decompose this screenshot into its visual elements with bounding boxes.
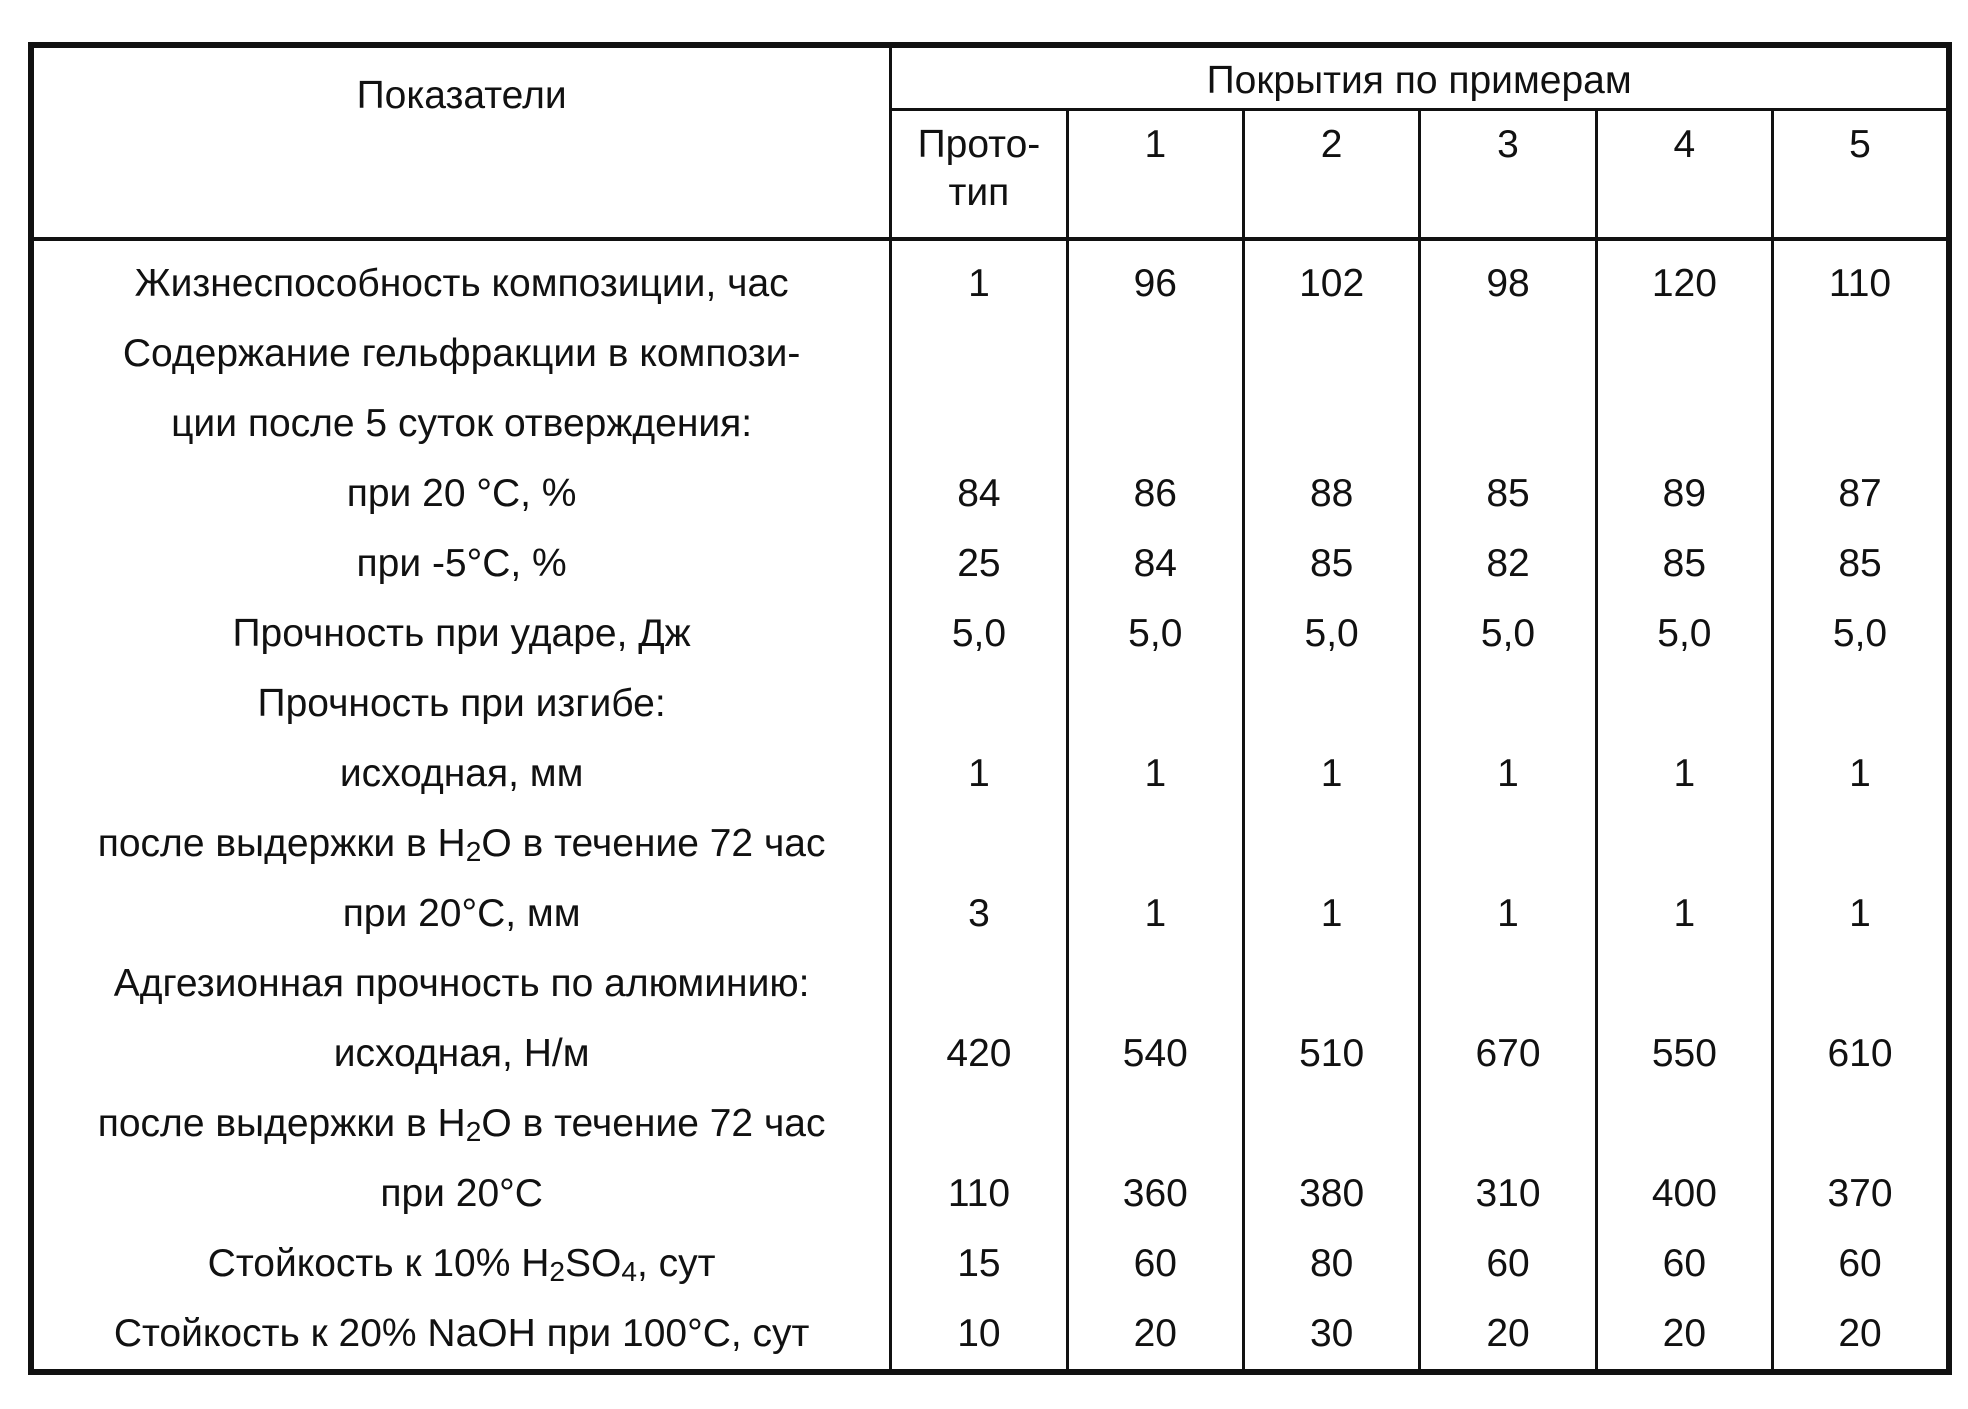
value-cell: 20 xyxy=(1838,1312,1882,1355)
value-cell: 1 xyxy=(1144,752,1167,795)
value-cell xyxy=(1421,389,1594,459)
values-column-prototype xyxy=(891,239,1067,1372)
header-prototype-line-1: Прото- xyxy=(917,123,1041,166)
value-cell: 370 xyxy=(1827,1172,1893,1215)
value-cell: 1 xyxy=(1497,752,1519,795)
value-cell: 1 xyxy=(1497,892,1519,935)
header-col-example-1: 1 xyxy=(1067,110,1243,240)
value-cell: 5,0 xyxy=(1832,612,1888,655)
value-cell xyxy=(1421,949,1594,1019)
values-column-example-2 xyxy=(1243,239,1419,1372)
value-cell xyxy=(1069,1089,1242,1159)
value-cell: 3 xyxy=(968,892,990,935)
value-cell: 20 xyxy=(1662,1312,1707,1355)
value-cell: 82 xyxy=(1486,542,1530,585)
value-cell: 5,0 xyxy=(1657,612,1712,655)
value-cell: 400 xyxy=(1651,1172,1717,1215)
value-cell: 20 xyxy=(1133,1312,1177,1355)
value-cell xyxy=(1774,809,1946,879)
label-bending-strength: Прочность при изгибе: xyxy=(257,682,666,725)
value-cell xyxy=(1774,319,1946,389)
label-pot-life: Жизнеспособность композиции, час xyxy=(134,262,789,305)
header-prototype-line-2: тип xyxy=(948,170,1010,214)
value-cell: 670 xyxy=(1475,1032,1541,1075)
value-cell: 5,0 xyxy=(1128,612,1183,655)
value-cell: 5,0 xyxy=(1304,612,1359,655)
value-cell: 84 xyxy=(957,472,1001,515)
value-cell: 120 xyxy=(1651,262,1717,305)
value-cell: 30 xyxy=(1309,1312,1354,1355)
label-adhesion-after-water: после выдержки в $H_2O$ в течение 72 час xyxy=(97,1102,826,1148)
header-indicators: Показатели xyxy=(31,45,891,239)
value-cell xyxy=(1069,809,1242,879)
value-cell xyxy=(1421,669,1594,739)
value-cell: 5,0 xyxy=(951,612,1007,655)
label-gel-fraction-2: ции после 5 суток отверждения: xyxy=(171,402,753,445)
value-cell: 310 xyxy=(1475,1172,1541,1215)
label-gel-at-minus-5c: при -5°C, % xyxy=(356,542,567,585)
value-cell xyxy=(1598,319,1771,389)
value-cell: 20 xyxy=(1486,1312,1530,1355)
value-cell xyxy=(892,809,1065,879)
value-cell xyxy=(1069,389,1242,459)
value-cell: 1 xyxy=(968,752,990,795)
header-col-prototype xyxy=(891,110,1067,240)
value-cell xyxy=(892,389,1065,459)
value-cell: 1 xyxy=(1673,752,1696,795)
values-column-example-3 xyxy=(1420,239,1596,1372)
label-adhesion-initial: исходная, Н/м xyxy=(333,1032,590,1075)
value-cell: 87 xyxy=(1838,472,1882,515)
value-cell xyxy=(892,319,1065,389)
value-cell xyxy=(1245,809,1418,879)
value-cell: 550 xyxy=(1651,1032,1717,1075)
value-cell: 510 xyxy=(1299,1032,1365,1075)
header-col-example-2: 2 xyxy=(1243,110,1419,240)
value-cell xyxy=(1069,319,1242,389)
value-cell: 1 xyxy=(1320,892,1343,935)
values-column-example-5 xyxy=(1773,239,1949,1372)
header-row-group xyxy=(31,45,1949,110)
value-cell: 85 xyxy=(1662,542,1707,585)
value-cell xyxy=(1774,669,1946,739)
label-bending-after-water: после выдержки в $H_2O$ в течение 72 час xyxy=(97,822,826,868)
value-cell xyxy=(1245,1089,1418,1159)
value-cell: 5,0 xyxy=(1480,612,1536,655)
value-cell: 1 xyxy=(1673,892,1696,935)
value-cell: 86 xyxy=(1133,472,1177,515)
value-cell: 110 xyxy=(1828,262,1892,305)
value-cell xyxy=(1598,809,1771,879)
value-cell xyxy=(1245,389,1418,459)
label-bending-after-water-temp: при 20°C, мм xyxy=(342,892,581,935)
header-col-example-4: 4 xyxy=(1596,110,1772,240)
value-cell: 1 xyxy=(1320,752,1343,795)
value-cell xyxy=(1069,669,1242,739)
value-cell: 15 xyxy=(957,1242,1001,1285)
label-gel-fraction-1: Содержание гельфракции в компози- xyxy=(122,332,801,375)
value-cell xyxy=(1774,1089,1946,1159)
value-cell: 85 xyxy=(1486,472,1530,515)
value-cell: 540 xyxy=(1122,1032,1188,1075)
value-cell xyxy=(1598,949,1771,1019)
value-cell xyxy=(892,669,1065,739)
value-cell: 85 xyxy=(1838,542,1882,585)
coatings-properties-table xyxy=(28,42,1952,1375)
value-cell: 102 xyxy=(1299,262,1365,305)
value-cell xyxy=(1421,1089,1594,1159)
value-cell: 84 xyxy=(1133,542,1177,585)
value-cell xyxy=(1598,1089,1771,1159)
value-cell xyxy=(1421,319,1594,389)
label-bending-initial: исходная, мм xyxy=(339,752,584,795)
value-cell: 89 xyxy=(1662,472,1707,515)
body-row xyxy=(31,239,1949,1372)
value-cell: 110 xyxy=(947,1172,1011,1215)
label-adhesion-aluminium: Адгезионная прочность по алюминию: xyxy=(113,962,810,1005)
value-cell: 10 xyxy=(957,1312,1001,1355)
value-cell: 88 xyxy=(1309,472,1354,515)
header-col-example-5: 5 xyxy=(1773,110,1949,240)
value-cell: 85 xyxy=(1309,542,1354,585)
label-gel-at-20c: при 20 °C, % xyxy=(346,472,577,515)
header-coatings-by-examples: Покрытия по примерам xyxy=(891,45,1949,110)
value-cell xyxy=(1245,669,1418,739)
value-cell: 60 xyxy=(1133,1242,1177,1285)
value-cell: 96 xyxy=(1133,262,1177,305)
value-cell: 98 xyxy=(1486,262,1530,305)
value-cell: 380 xyxy=(1299,1172,1365,1215)
value-cell xyxy=(892,1089,1065,1159)
label-acid-resistance: Стойкость к 10% $H_2SO_4$, сут xyxy=(207,1242,716,1288)
value-cell: 60 xyxy=(1486,1242,1530,1285)
indicator-labels-column xyxy=(31,239,891,1372)
value-cell: 60 xyxy=(1662,1242,1707,1285)
value-cell xyxy=(1598,389,1771,459)
value-cell: 1 xyxy=(1849,752,1871,795)
value-cell: 1 xyxy=(1144,892,1167,935)
value-cell xyxy=(1774,389,1946,459)
value-cell xyxy=(1598,669,1771,739)
value-cell xyxy=(892,949,1065,1019)
value-cell xyxy=(1421,809,1594,879)
header-col-example-3: 3 xyxy=(1420,110,1596,240)
value-cell xyxy=(1069,949,1242,1019)
value-cell xyxy=(1245,949,1418,1019)
value-cell xyxy=(1245,319,1418,389)
value-cell: 25 xyxy=(957,542,1001,585)
value-cell: 360 xyxy=(1122,1172,1188,1215)
label-alkali-resistance: Стойкость к 20% NaOH при 100°C, сут xyxy=(113,1312,810,1355)
label-impact-strength: Прочность при ударе, Дж xyxy=(232,612,691,655)
value-cell: 420 xyxy=(946,1032,1012,1075)
value-cell: 60 xyxy=(1838,1242,1882,1285)
value-cell: 80 xyxy=(1309,1242,1354,1285)
label-adhesion-after-water-temp: при 20°C xyxy=(380,1172,543,1215)
value-cell xyxy=(1774,949,1946,1019)
values-column-example-1 xyxy=(1067,239,1243,1372)
values-column-example-4 xyxy=(1596,239,1772,1372)
value-cell: 610 xyxy=(1827,1032,1893,1075)
value-cell: 1 xyxy=(968,262,990,305)
value-cell: 1 xyxy=(1849,892,1871,935)
data-table-sheet xyxy=(28,42,1952,1364)
